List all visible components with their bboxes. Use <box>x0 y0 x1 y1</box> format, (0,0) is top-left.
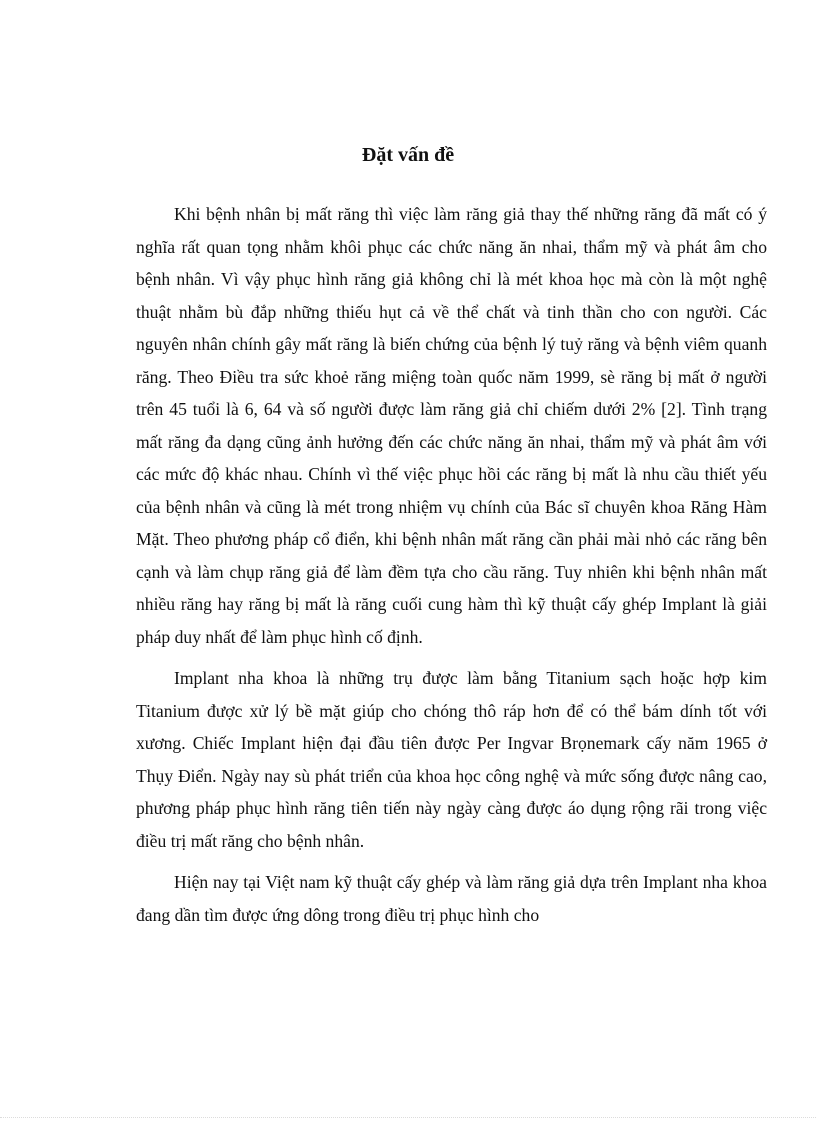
paragraph-2: Implant nha khoa là những trụ được làm bằng Titanium sạch hoặc hợp kim Titanium được xử lý bề mặt giúp cho chóng thô ráp hơn để có thể bám dính tốt với xương. Chiếc Implant hiện đại đầu tiên được Per Ingvar Brọnemark cấy năm 1965 ở Thụy Điển. Ngày nay sù phát triển của khoa học công nghệ và mức sống được nâng cao, phương pháp phục hình răng tiên tiến này ngày càng được áo dụng rộng rãi trong việc điều trị mất răng cho bệnh nhân. <box>136 668 767 851</box>
document-body <box>136 198 767 941</box>
paragraph-3: Hiện nay tại Việt nam kỹ thuật cấy ghép và làm răng giả dựa trên Implant nha khoa đang dần tìm được ứng dông trong điều trị phục hình cho <box>136 872 767 925</box>
paragraph-1: Khi bệnh nhân bị mất răng thì việc làm răng giả thay thế những răng đã mất có ý nghĩa rất quan tọng nhằm khôi phục các chức năng ăn nhai, thẩm mỹ và phát âm cho bệnh nhân. Vì vậy phục hình răng giả không chỉ là mét khoa học mà còn là một nghệ thuật nhằm bù đắp những thiếu hụt cả về thể chất và tinh thần cho con người. Các nguyên nhân chính gây mất răng là biến chứng của bệnh lý tuỷ răng và bệnh viêm quanh răng. Theo Điều tra sức khoẻ răng miệng toàn quốc năm 1999, sè răng bị mất ở người trên 45 tuổi là 6, 64 và số người được làm răng giả chỉ chiếm dưới 2% [2]. Tình trạng mất răng đa dạng cũng ảnh hưởng đến các chức năng ăn nhai, thẩm mỹ và phát âm với các mức độ khác nhau. Chính vì thế việc phục hồi các răng bị mất là nhu cầu thiết yếu của bệnh nhân và cũng là mét trong nhiệm vụ chính của Bác sĩ chuyên khoa Răng Hàm Mặt. Theo phương pháp cổ điển, khi bệnh nhân mất răng cần phải mài nhỏ các răng bên cạnh và làm chụp răng giả để làm đềm tựa cho cầu răng. Tuy nhiên khi bệnh nhân mất nhiều răng hay răng bị mất là răng cuối cung hàm thì kỹ thuật cấy ghép Implant là giải pháp duy nhất để làm phục hình cố định. <box>136 204 767 647</box>
page-title: Đặt vấn đề <box>361 144 455 166</box>
page-bottom-divider <box>0 1117 816 1118</box>
